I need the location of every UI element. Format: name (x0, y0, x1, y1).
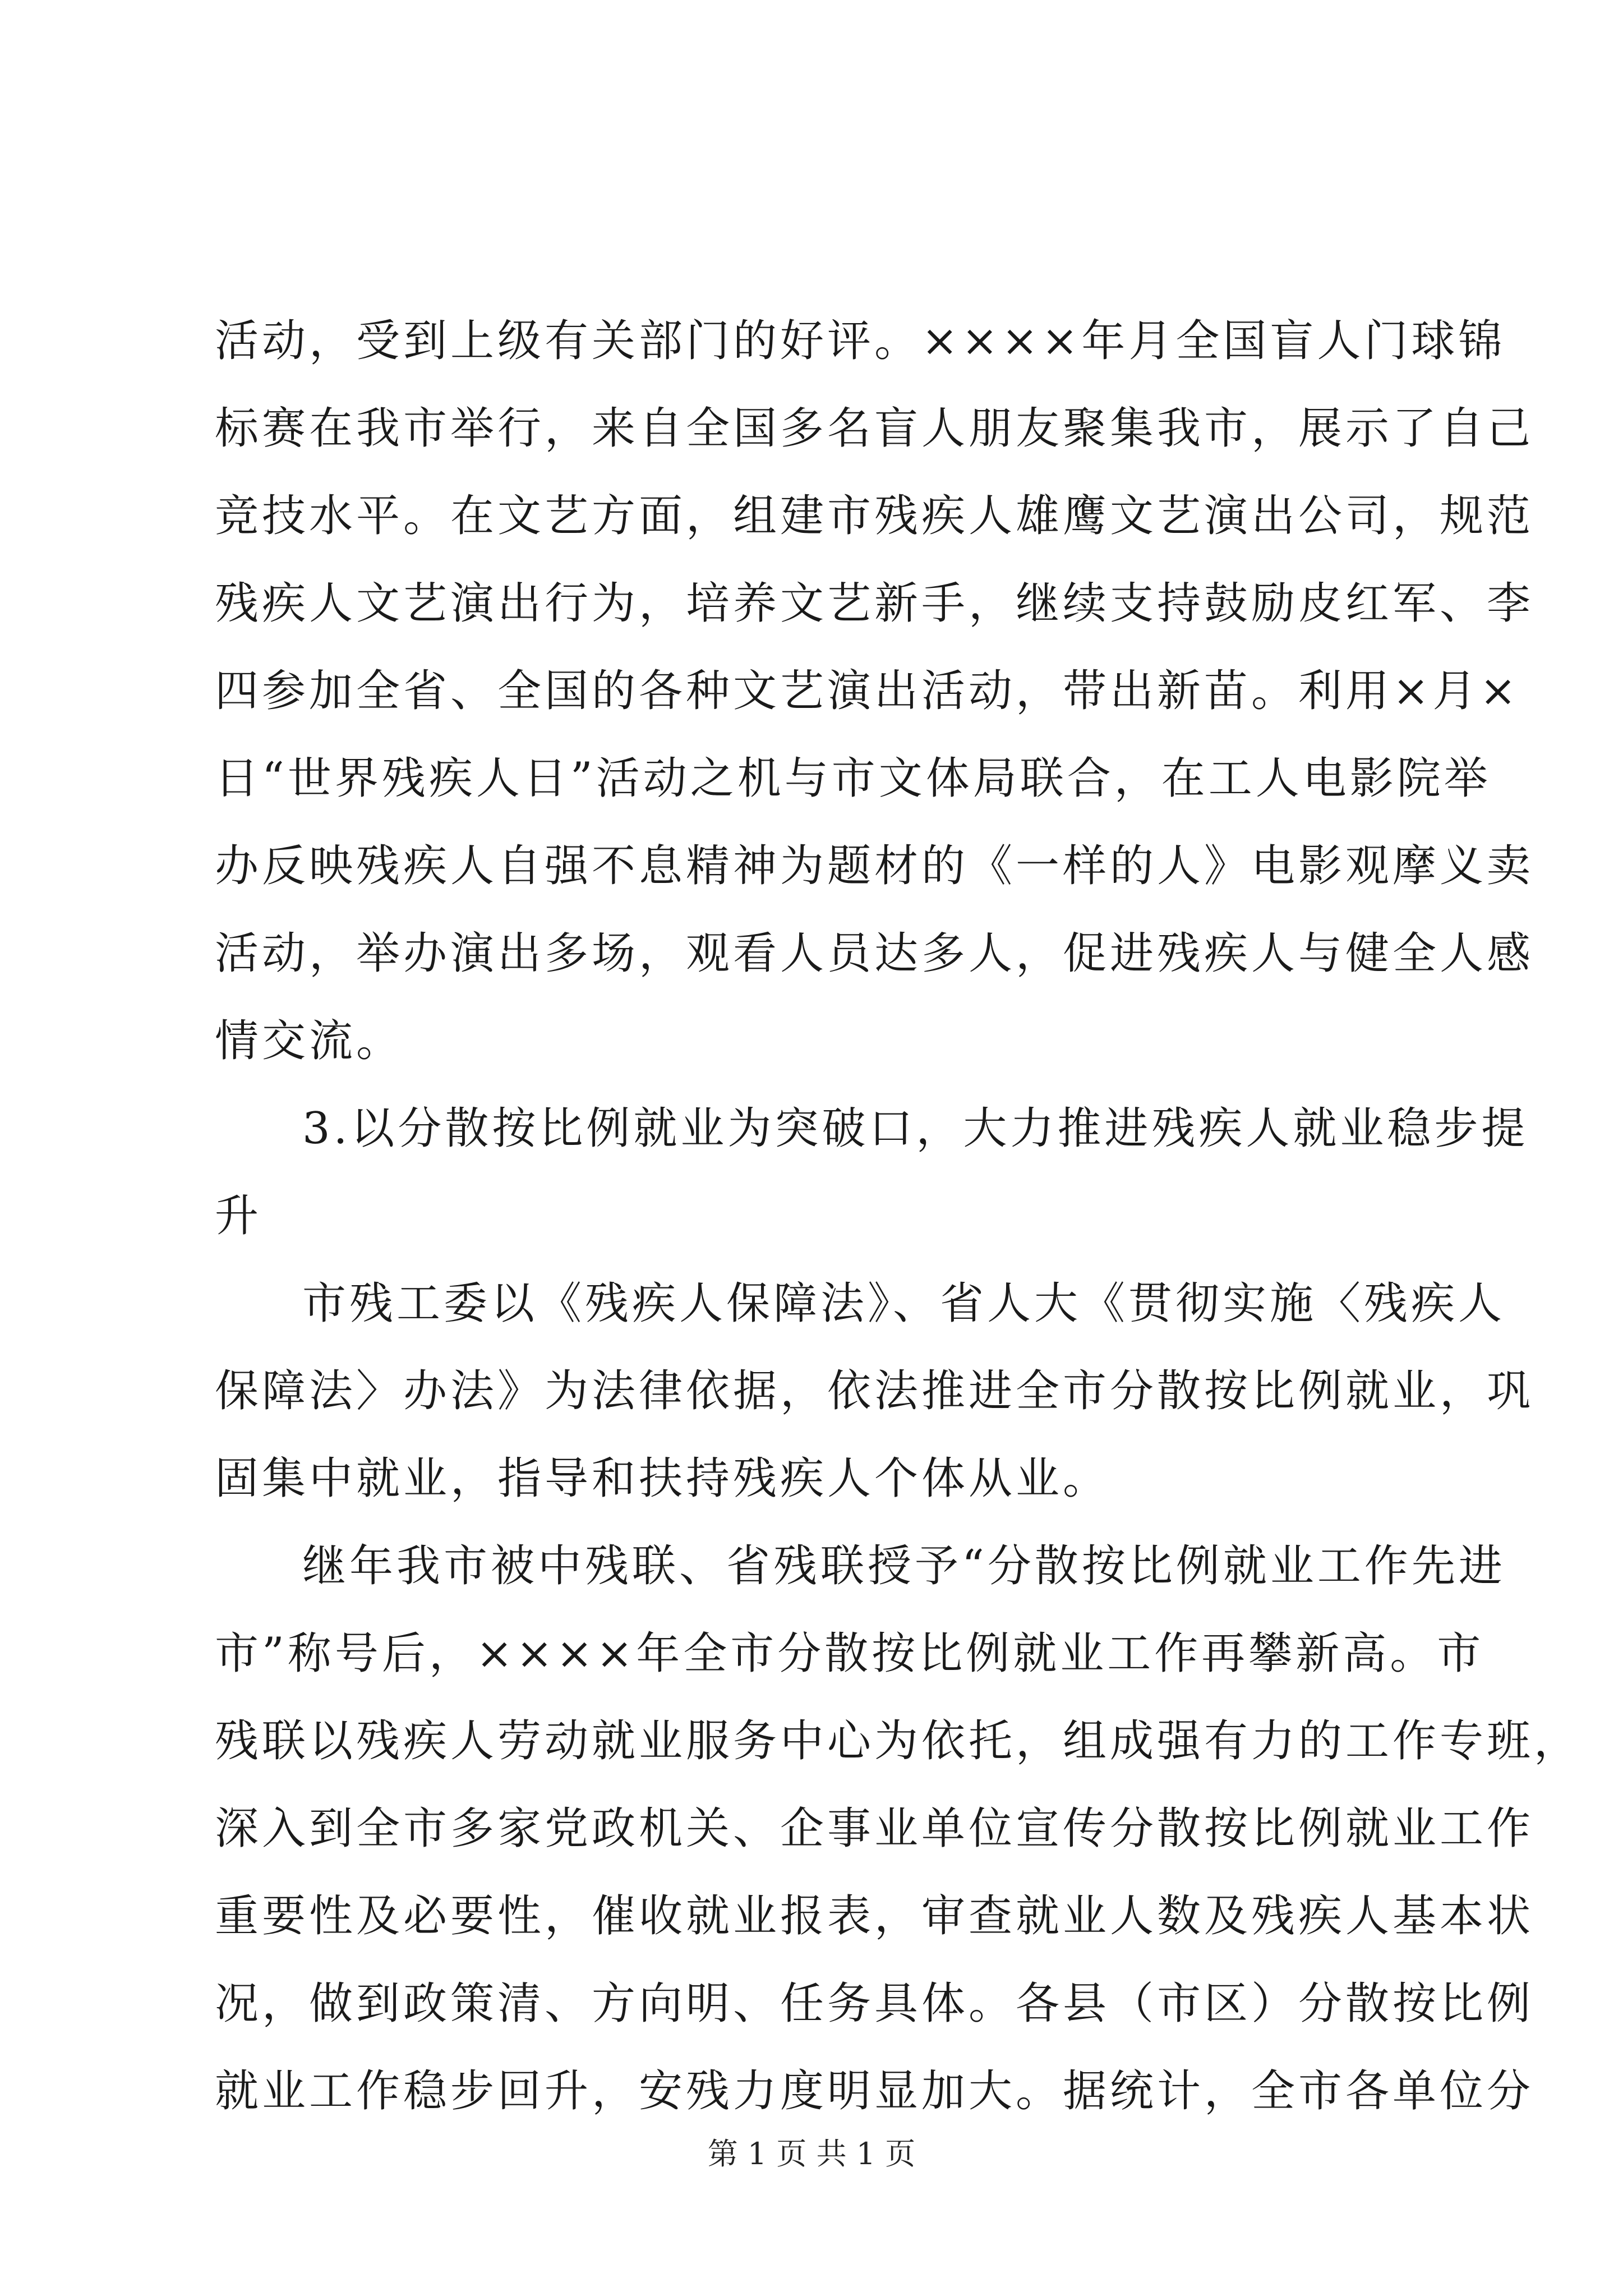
section-heading-continued: 升 (215, 1191, 262, 1241)
text-line: 继年我市被中残联、省残联授予“分散按比例就业工作先进 (302, 1541, 1506, 1591)
text-line: 日“世界残疾人日”活动之机与市文体局联合，在工人电影院举 (215, 753, 1491, 804)
document-body (215, 297, 1581, 2135)
text-line: 标赛在我市举行，来自全国多名盲人朋友聚集我市，展示了自己 (215, 403, 1534, 454)
text-line: 残疾人文艺演出行为，培养文艺新手，继续支持鼓励皮红军、李 (215, 578, 1534, 629)
text-line: 活动，举办演出多场，观看人员达多人，促进残疾人与健全人感 (215, 928, 1534, 979)
text-line: 深入到全市多家党政机关、企事业单位宣传分散按比例就业工作 (215, 1803, 1534, 1854)
text-line: 活动，受到上级有关部门的好评。××××年月全国盲人门球锦 (215, 316, 1506, 366)
text-line: 固集中就业，指导和扶持残疾人个体从业。 (215, 1453, 1110, 1504)
text-line: 重要性及必要性，催收就业报表，审查就业人数及残疾人基本状 (215, 1891, 1534, 1941)
text-line: 市残工委以《残疾人保障法》、省人大《贯彻实施〈残疾人 (302, 1278, 1506, 1329)
text-line: 残联以残疾人劳动就业服务中心为依托，组成强有力的工作专班， (215, 1716, 1581, 1766)
text-line: 情交流。 (215, 1016, 404, 1066)
text-line: 竞技水平。在文艺方面，组建市残疾人雄鹰文艺演出公司，规范 (215, 491, 1534, 541)
text-line: 四参加全省、全国的各种文艺演出活动，带出新苗。利用×月× (215, 666, 1520, 716)
text-line: 办反映残疾人自强不息精神为题材的《一样的人》电影观摩义卖 (215, 841, 1534, 891)
text-line: 况，做到政策清、方向明、任务具体。各县（市区）分散按比例 (215, 1978, 1534, 2029)
text-line: 市”称号后，××××年全市分散按比例就业工作再攀新高。市 (215, 1628, 1484, 1679)
section-heading: 3.以分散按比例就业为突破口，大力推进残疾人就业稳步提 (302, 1103, 1529, 1154)
text-line: 就业工作稳步回升，安残力度明显加大。据统计，全市各单位分 (215, 2066, 1534, 2116)
page-number-footer: 第 1 页 共 1 页 (707, 2136, 916, 2171)
text-line: 保障法〉办法》为法律依据，依法推进全市分散按比例就业，巩 (215, 1366, 1534, 1416)
